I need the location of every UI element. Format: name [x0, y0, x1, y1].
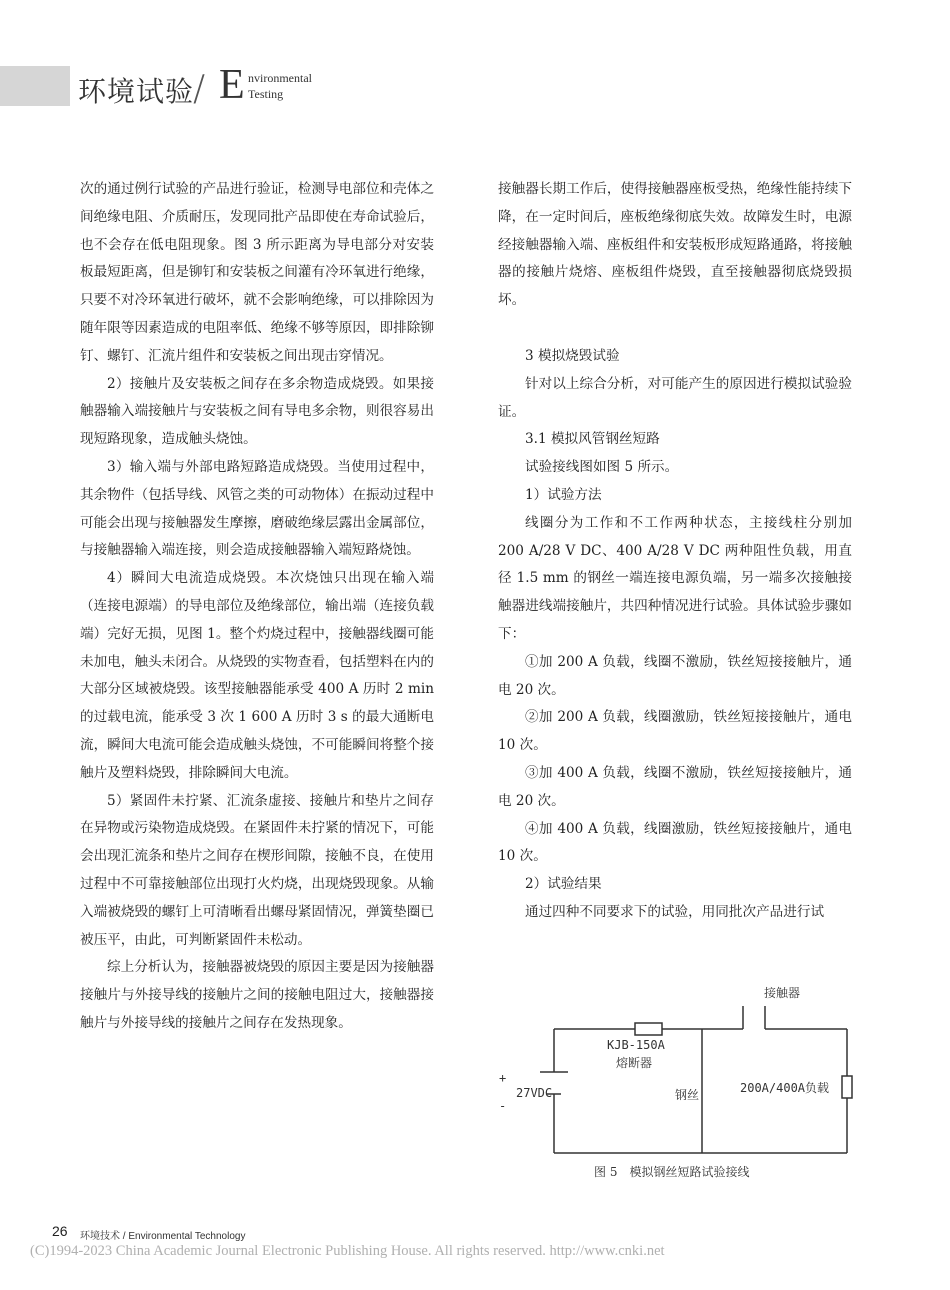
right-intro-paragraph: 接触器长期工作后，使得接触器座板受热，绝缘性能持续下降，在一定时间后，座板绝缘彻底失效。故障发生时，电源经接触器输入端、座板组件和安装板形成短路通路，将接触器的接触片烧熔、座板组件烧毁，直至接触器彻底烧毁损坏。: [498, 181, 852, 309]
label-load: 200A/400A负载: [740, 1081, 830, 1095]
label-plus: +: [499, 1071, 507, 1085]
circuit-diagram-svg: [490, 980, 860, 1160]
fuse-symbol: [635, 1023, 662, 1035]
label-steel-wire: 钢丝: [675, 1088, 700, 1102]
left-paragraph: 5）紧固件未拧紧、汇流条虚接、接触片和垫片之间存在异物或污染物造成烧毁。在紧固件未拧紧的情况下，可能会出现汇流条和垫片之间存在楔形间隙，接触不良，在使用过程中不可靠接触部位出现打火灼烧，出现烧毁现象。从输入端被烧毁的螺钉上可清晰看出螺母紧固情况，弹簧垫圈已被压平，由此，可判断紧固件未松动。: [80, 792, 434, 948]
copyright-watermark: (C)1994-2023 China Academic Journal Electronic Publishing House. All rights reserved. http://www.cnki.net: [30, 1243, 665, 1259]
subsection-title: 3.1 模拟风管钢丝短路: [525, 431, 660, 448]
left-column: [80, 176, 434, 1038]
header-title-en-line1: nvironmental: [248, 71, 312, 85]
section-title: 3 模拟烧毁试验: [525, 347, 620, 364]
left-paragraph: 次的通过例行试验的产品进行验证，检测导电部位和壳体之间绝缘电阻、介质耐压，发现同批产品即使在寿命试验后，也不会存在低电阻现象。图 3 所示距离为导电部分对安装板最短距离，但是铆钉和安装板之间灌有冷环氧进行绝缘，只要不对冷环氧进行破坏，就不会影响绝缘，可以排除因为随年限等因素造成的电阻率低、绝缘不够等原因，即排除铆钉、螺钉、汇流片组件和安装板之间出现击穿情况。: [80, 181, 434, 364]
section-spacer: [498, 315, 852, 343]
journal-name: 环境技术 / Environmental Technology: [80, 1231, 246, 1242]
label-fuse: 熔断器: [616, 1056, 653, 1070]
result-title: 2）试验结果: [525, 876, 602, 893]
page-number: 26: [52, 1223, 68, 1239]
step-item: ①加 200 A 负载，线圈不激励，铁丝短接接触片，通电 20 次。: [498, 653, 852, 698]
section-intro: 针对以上综合分析，对可能产生的原因进行模拟试验验证。: [498, 375, 852, 420]
header-gray-bar: [0, 66, 70, 106]
load-resistor: [842, 1076, 852, 1098]
right-column: [498, 176, 852, 927]
label-minus: -: [499, 1099, 507, 1113]
step-item: ③加 400 A 负载，线圈不激励，铁丝短接接触片，通电 20 次。: [498, 764, 852, 809]
label-fuse-model: KJB-150A: [607, 1038, 665, 1052]
figure-caption: 图 5 模拟钢丝短路试验接线: [594, 1165, 750, 1179]
header-big-letter: E: [219, 62, 245, 108]
method-text: 线圈分为工作和不工作两种状态，主接线柱分别加 200 A/28 V DC、400 A/28 V DC 两种阻性负载，用直径 1.5 mm 的钢丝一端连接电源负端，另一端多次接触接触器进线端接触片，共四种情况进行试验。具体试验步骤如下：: [498, 514, 852, 642]
header-title-cn: 环境试验: [78, 75, 195, 108]
result-text: 通过四种不同要求下的试验，用同批次产品进行试: [525, 903, 825, 920]
wiring-note: 试验接线图如图 5 所示。: [525, 459, 679, 476]
left-paragraph: 2）接触片及安装板之间存在多余物造成烧毁。如果接触器输入端接触片与安装板之间有导电多余物，则很容易出现短路现象，造成触头烧蚀。: [80, 375, 434, 448]
step-item: ④加 400 A 负载，线圈激励，铁丝短接接触片，通电 10 次。: [498, 820, 852, 865]
left-paragraph: 综上分析认为，接触器被烧毁的原因主要是因为接触器接触片与外接导线的接触片之间的接触电阻过大，接触器接触片与外接导线的接触片之间存在发热现象。: [80, 959, 434, 1031]
header-title-en-line2: Testing: [248, 87, 284, 101]
label-source: 27VDC: [516, 1086, 553, 1100]
header-slash: /: [193, 68, 206, 109]
label-contactor: 接触器: [764, 986, 801, 1000]
method-title: 1）试验方法: [525, 486, 602, 503]
left-paragraph: 3）输入端与外部电路短路造成烧毁。当使用过程中，其余物件（包括导线、风管之类的可动物体）在振动过程中可能会出现与接触器发生摩擦，磨破绝缘层露出金属部位，与接触器输入端连接，则会造成接触器输入端短路烧蚀。: [80, 458, 434, 559]
step-item: ②加 200 A 负载，线圈激励，铁丝短接接触片，通电 10 次。: [498, 709, 852, 754]
circuit-diagram: [490, 980, 860, 1160]
left-paragraph: 4）瞬间大电流造成烧毁。本次烧蚀只出现在输入端（连接电源端）的导电部位及绝缘部位，输出端（连接负载端）完好无损，见图 1。整个灼烧过程中，接触器线圈可能未加电，触头未闭合。从烧毁的实物查看，包括塑料在内的大部分区域被烧毁。该型接触器能承受 400 A 历时 2 min 的过载电流，能承受 3 次 1 600 A 历时 3 s 的最大通断电流，瞬间大电流可能会造成触头烧蚀，不可能瞬间将整个接触片及塑料烧毁，排除瞬间大电流。: [80, 570, 434, 781]
